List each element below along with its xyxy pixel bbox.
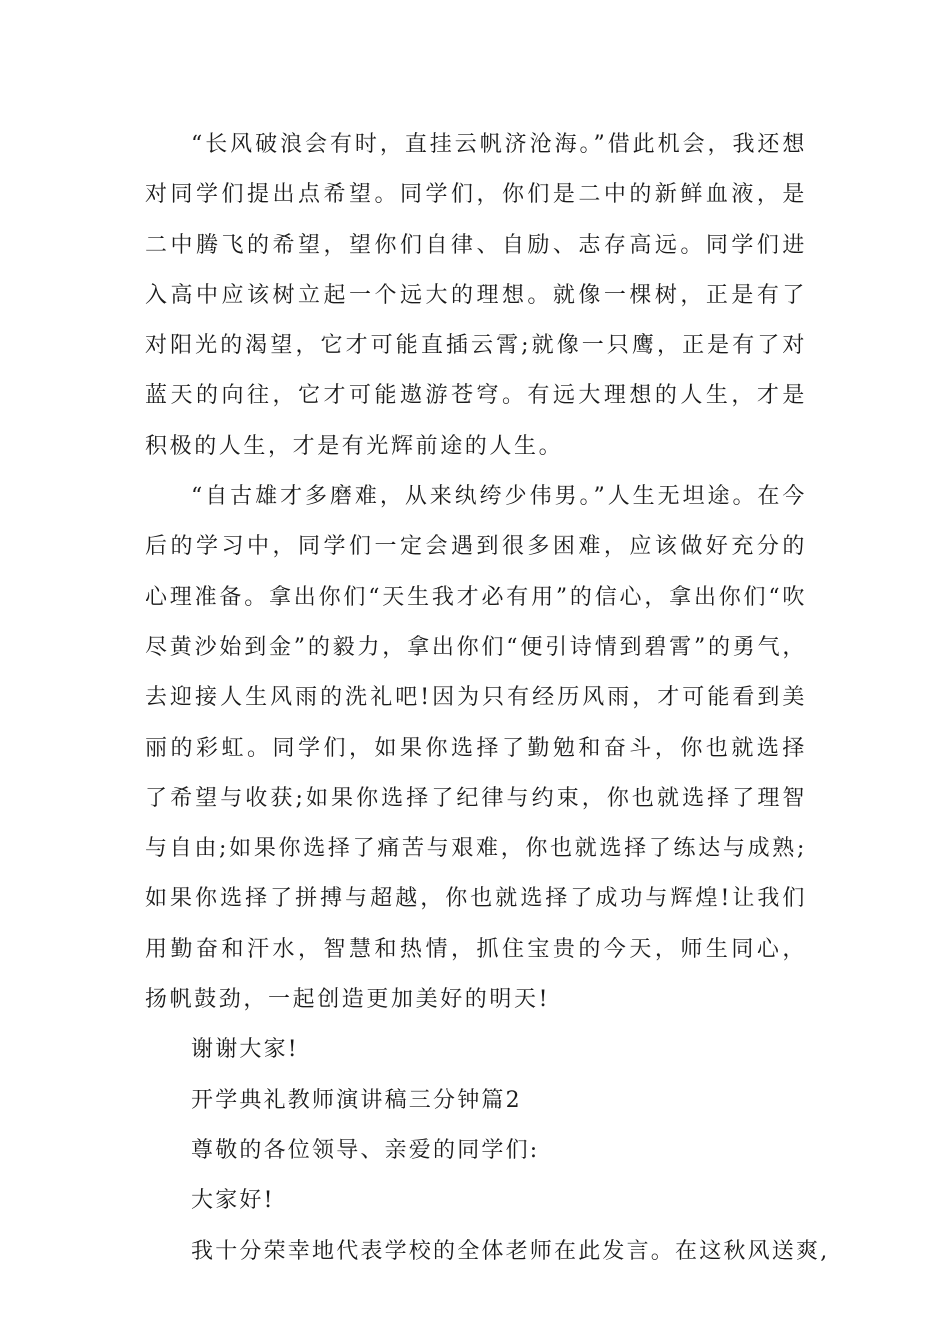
document-page xyxy=(145,120,830,1277)
salutation-line: 尊敬的各位领导、亲爱的同学们: xyxy=(191,1137,540,1163)
paragraph-aspiration: “长风破浪会有时，直挂云帆济沧海。”借此机会，我还想对同学们提出点希望。同学们，你们是二中的新鲜血液，是二中腾飞的希望，望你们自律、自励、志存高远。同学们进入高中应该树立起一个远大的理想。就像一棵树，正是有了对阳光的渴望，它才可能直插云霄;就像一只鹰，正是有了对蓝天的向往，它才可能遨游苍穹。有远大理想的人生，才是积极的人生，才是有光辉前途的人生。 xyxy=(145,132,807,459)
opening-line: 我十分荣幸地代表学校的全体老师在此发言。在这秋风送爽, xyxy=(191,1238,830,1264)
paragraph-hardship: “自古雄才多磨难，从来纨绔少伟男。”人生无坦途。在今后的学习中，同学们一定会遇到很多困难，应该做好充分的心理准备。拿出你们“天生我才必有用”的信心，拿出你们“吹尽黄沙始到金”的毅力，拿出你们“便引诗情到碧霄”的勇气，去迎接人生风雨的洗礼吧!因为只有经历风雨，才可能看到美丽的彩虹。同学们，如果你选择了勤勉和奋斗，你也就选择了希望与收获;如果你选择了纪律与约束，你也就选择了理智与自由;如果你选择了痛苦与艰难，你也就选择了练达与成熟;如果你选择了拼搏与超越，你也就选择了成功与辉煌!让我们用勤奋和汗水，智慧和热情，抓住宝贵的今天，师生同心，扬帆鼓劲，一起创造更加美好的明天! xyxy=(145,484,807,1013)
thanks-line: 谢谢大家! xyxy=(191,1037,299,1063)
greeting-line: 大家好! xyxy=(191,1188,275,1214)
section-title: 开学典礼教师演讲稿三分钟篇2 xyxy=(191,1087,522,1113)
